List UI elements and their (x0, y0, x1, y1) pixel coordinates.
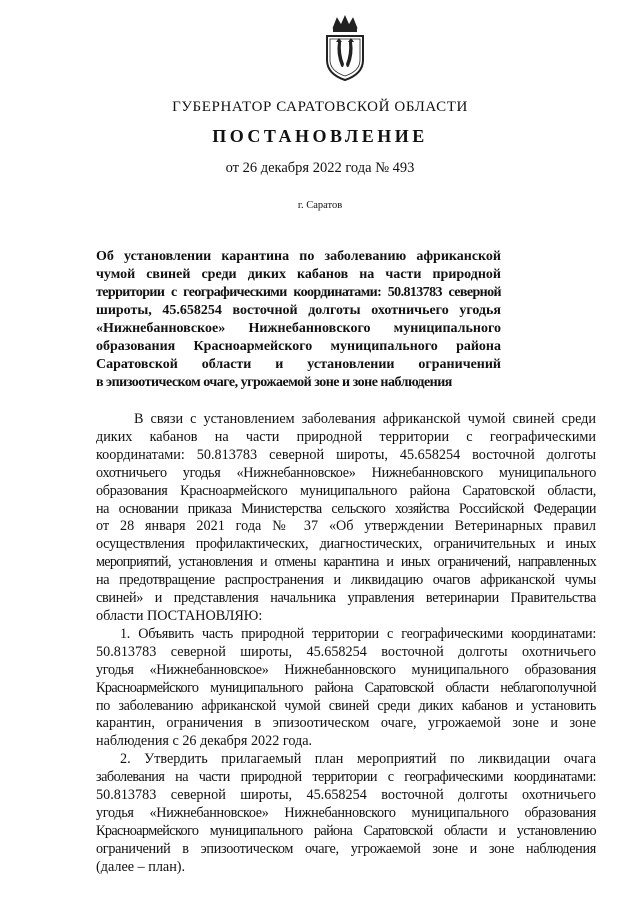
body-line: охотничьего угодья «Нижнебанновское» Нижнебанновского муниципального (96, 464, 596, 481)
body-line: координатами: 50.813783 северной широты, 45.658254 восточной долготы (96, 446, 596, 463)
document-city: г. Саратов (297, 200, 343, 211)
subject-line: Саратовской области и установлении ограничений (96, 357, 501, 372)
body-line: 50.813783 северной широты, 45.658254 восточной долготы охотничьего (96, 643, 596, 660)
body-line: 2. Утвердить прилагаемый план мероприятий по ликвидации очага (120, 751, 596, 768)
body-line: на основании приказа Министерства сельского хозяйства Российской Федерации (96, 500, 596, 517)
subject-line: территории с географическими координатами: 50.813783 северной (96, 285, 501, 300)
body-line: свиней» и представления начальника управления ветеринарии Правительства (96, 590, 596, 607)
subject-line: в эпизоотическом очаге, угрожаемой зоне и зоне наблюдения (96, 375, 452, 390)
body-line: заболевания на части природной территории с географическими координатами: (96, 769, 596, 786)
body-line: мероприятий, установления и отмены карантина и иных ограничений, направленных (96, 554, 596, 571)
body-line: осуществления профилактических, диагностических, ограничительных и иных (96, 536, 596, 553)
body-line: образования Красноармейского муниципального района Саратовской области, (96, 482, 596, 499)
body-line: области ПОСТАНОВЛЯЮ: (96, 607, 263, 624)
subject-line: «Нижнебанновское» Нижнебанновского муниципального (96, 321, 501, 336)
body-line: (далее – план). (96, 858, 186, 875)
body-line: 1. Объявить часть природной территории с географическими координатами: (120, 625, 596, 642)
body-line: В связи с установлением заболевания африканской чумой свиней среди (134, 411, 596, 427)
body-line: 50.813783 северной широты, 45.658254 восточной долготы охотничьего (96, 787, 596, 804)
body-line: по заболеванию африканской чумой свиней среди диких кабанов и установить (96, 697, 596, 714)
issuing-authority: ГУБЕРНАТОР САРАТОВСКОЙ ОБЛАСТИ (172, 99, 468, 115)
body-line: угодья «Нижнебанновское» Нижнебанновского муниципального образования (96, 661, 596, 678)
coat-of-arms-icon (319, 14, 371, 82)
subject-line: чумой свиней среди диких кабанов на части природной (96, 267, 501, 282)
document-type-title: ПОСТАНОВЛЕНИЕ (212, 126, 428, 146)
body-line: на предотвращение распространения и ликвидацию очагов африканской чумы (96, 572, 596, 589)
subject-line: широты, 45.658254 восточной долготы охотничьего угодья (96, 303, 501, 318)
body-line: ограничений в эпизоотическом очаге, угрожаемой зоне и зоне наблюдения (96, 840, 596, 857)
body-line: диких кабанов на части природной территории с географическими (96, 428, 596, 445)
subject-line: Об установлении карантина по заболеванию африканской (96, 249, 501, 264)
body-line: наблюдения с 26 декабря 2022 года. (96, 733, 313, 750)
body-line: Красноармейского муниципального района Саратовской области неблагополучной (96, 679, 596, 696)
body-line: от 28 января 2021 года № 37 «Об утверждении Ветеринарных правил (96, 518, 596, 535)
document-date-number: от 26 декабря 2022 года № 493 (225, 160, 415, 176)
subject-line: образования Красноармейского муниципального района (96, 339, 501, 354)
document-subject (96, 248, 501, 392)
body-line: угодья «Нижнебанновское» Нижнебанновского муниципального образования (96, 804, 596, 821)
body-line: Красноармейского муниципального района Саратовской области и установлению (96, 822, 596, 839)
body-line: карантин, ограничения в эпизоотическом очаге, угрожаемой зоне и зоне (96, 715, 596, 732)
document-body (96, 411, 596, 877)
